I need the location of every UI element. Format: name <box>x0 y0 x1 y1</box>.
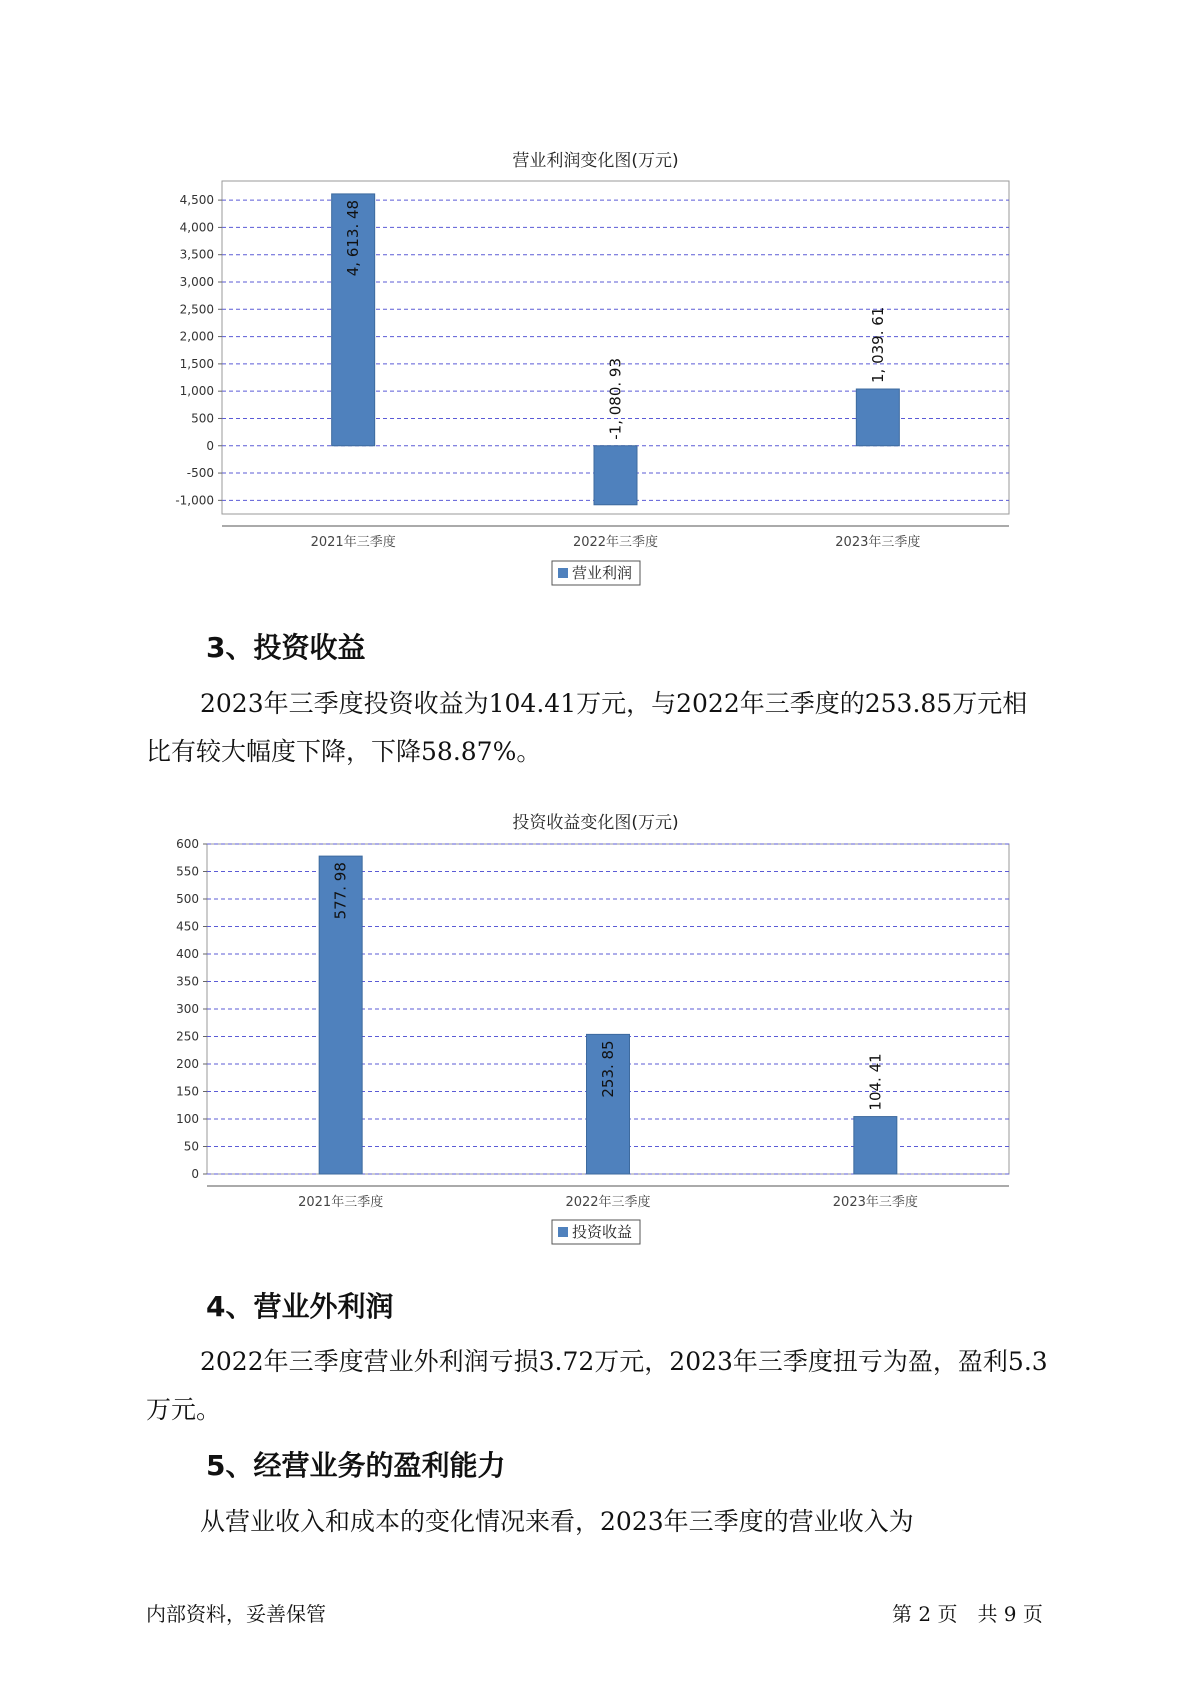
y-tick-label: 3,000 <box>179 274 214 289</box>
y-tick-label: 2,000 <box>179 329 214 344</box>
y-tick-label: 350 <box>176 974 199 989</box>
bar-value-label: 1, 039. 61 <box>868 306 887 384</box>
x-tick-label: 2022年三季度 <box>572 535 659 550</box>
y-tick-label: 500 <box>191 411 214 426</box>
x-tick-label: 2021年三季度 <box>298 1195 384 1210</box>
x-tick-label: 2023年三季度 <box>835 535 921 550</box>
y-tick-label: 0 <box>191 1167 199 1181</box>
bar-value-label: 104. 41 <box>866 1053 885 1111</box>
y-tick-label: 100 <box>176 1112 199 1126</box>
chart-title: 投资收益变化图(万元) <box>512 813 679 833</box>
y-tick-label: 600 <box>176 837 199 851</box>
y-tick-label: -500 <box>186 466 214 481</box>
y-tick-label: 550 <box>176 864 199 879</box>
y-tick-label: 0 <box>206 438 214 453</box>
footer-confidential-note: 内部资料，妥善保管 <box>146 1602 326 1626</box>
y-tick-label: 400 <box>176 947 199 961</box>
y-tick-label: -1,000 <box>175 493 214 508</box>
bar-value-label: 577. 98 <box>331 862 350 920</box>
bar-value-label: 4, 613. 48 <box>344 199 363 277</box>
y-tick-label: 50 <box>183 1139 199 1154</box>
x-tick-label: 2021年三季度 <box>310 535 396 550</box>
legend-label: 投资收益 <box>572 1223 633 1241</box>
y-tick-label: 1,000 <box>179 384 214 399</box>
bar-value-label: -1, 080. 93 <box>606 358 625 440</box>
footer-page-number: 第 2 页 共 9 页 <box>892 1602 1043 1626</box>
y-tick-label: 200 <box>176 1057 199 1071</box>
y-tick-label: 4,000 <box>179 220 214 235</box>
y-tick-label: 2,500 <box>179 302 214 317</box>
paragraph-non-operating-profit: 2022年三季度营业外利润亏损3.72万元，2023年三季度扭亏为盈，盈利5.3万元。 <box>146 1347 1048 1424</box>
legend-swatch <box>558 1227 568 1237</box>
section-heading-non-operating-profit: 4、营业外利润 <box>206 1290 394 1323</box>
y-tick-label: 4,500 <box>179 193 214 208</box>
bar-3 <box>854 1117 897 1174</box>
y-tick-label: 3,500 <box>179 247 214 262</box>
paragraph-profitability: 从营业收入和成本的变化情况来看，2023年三季度的营业收入为 <box>200 1507 914 1536</box>
y-tick-label: 300 <box>176 1002 199 1016</box>
y-tick-label: 250 <box>176 1029 199 1044</box>
section-heading-investment-income: 3、投资收益 <box>206 631 366 664</box>
x-tick-label: 2022年三季度 <box>565 1195 651 1210</box>
paragraph-investment-income: 2023年三季度投资收益为104.41万元，与2022年三季度的253.85万元相比有较大幅度下降，下降58.87%。 <box>146 689 1028 766</box>
y-tick-label: 150 <box>176 1084 199 1099</box>
y-tick-label: 450 <box>176 919 199 934</box>
chart-title: 营业利润变化图(万元) <box>512 151 679 171</box>
bar-value-label: 253. 85 <box>599 1040 617 1098</box>
y-tick-label: 1,500 <box>179 356 214 371</box>
legend-label: 营业利润 <box>572 564 633 582</box>
y-tick-label: 500 <box>176 892 199 906</box>
x-tick-label: 2023年三季度 <box>832 1195 918 1210</box>
section-heading-profitability: 5、经营业务的盈利能力 <box>206 1449 506 1482</box>
